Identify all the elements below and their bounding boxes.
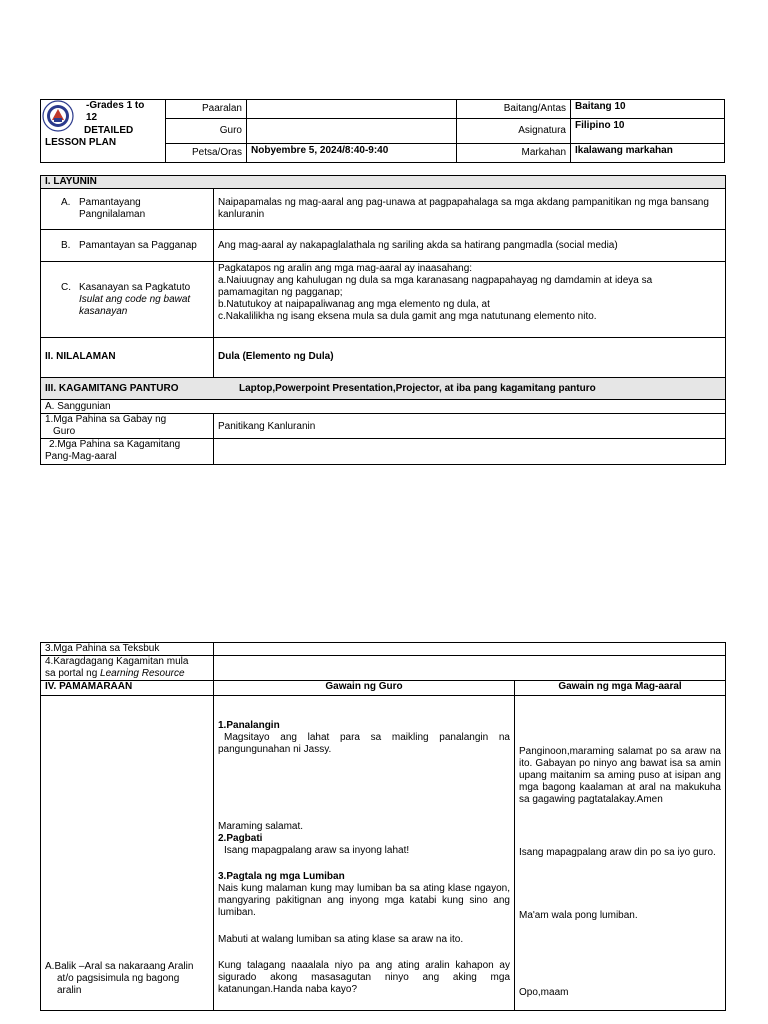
pagtala-block bbox=[218, 871, 510, 919]
layunin-b-content: Ang mag-aaral ay nakapaglalathala ng sariling akda sa hatirang pangmadla (social media) bbox=[213, 229, 726, 262]
detailed-text: DETAILED bbox=[84, 125, 134, 136]
teksbuk-value bbox=[213, 642, 726, 656]
markahan-label: Markahan bbox=[456, 143, 571, 163]
asignatura-value: Filipino 10 bbox=[570, 118, 725, 144]
teksbuk-label: 3.Mga Pahina sa Teksbuk bbox=[40, 642, 214, 656]
guro-value bbox=[246, 118, 457, 144]
sanggunian-row: A. Sanggunian bbox=[40, 399, 726, 414]
student-opo: Opo,maam bbox=[519, 987, 569, 998]
kagamitan-row bbox=[40, 377, 726, 400]
student-lumiban: Ma'am wala pong lumiban. bbox=[519, 910, 638, 921]
layunin-c-content: Pagkatapos ng aralin ang mga mag-aaral ay inaasahang: a.Naiuugnay ang kahulugan ng dula sa mga karanasang nagpapahayag ng damdamin at ideya sa pamamagitan ng pagganap; b.Natutukoy at naipapaliwanag ang mga elemento ng dula, at c.Nakalilikha ng isang eksena mula sa dula gamit ang mga natutunang elemento nito. bbox=[213, 261, 726, 338]
gabay-guro-label: 1.Mga Pahina sa Gabay ng Guro bbox=[40, 413, 214, 439]
gawain-magaaral-header: Gawain ng mga Mag-aaral bbox=[514, 680, 726, 696]
balik-aral-label: A.Balik –Aral sa nakaraang Aralin at/o pagsisimula ng bagong aralin bbox=[45, 961, 194, 996]
pagbati-title: 2.Pagbati bbox=[218, 833, 263, 844]
layunin-a-letter: A. bbox=[61, 197, 71, 208]
lesson-plan-text: LESSON PLAN bbox=[45, 137, 117, 148]
pagbati-block bbox=[218, 821, 510, 857]
nilalaman-content: Dula (Elemento ng Dula) bbox=[213, 337, 726, 378]
panalangin-text: Magsitayo ang lahat para sa maikling panalangin na pangungunahan ni Jassy. bbox=[218, 732, 510, 755]
markahan-value: Ikalawang markahan bbox=[570, 143, 725, 163]
karagdagang-value bbox=[213, 655, 726, 681]
karagdagang-label: 4.Karagdagang Kagamitan mula sa portal ng Learning Resource bbox=[40, 655, 214, 681]
baitang-value: Baitang 10 bbox=[570, 99, 725, 119]
gabay-guro-value: Panitikang Kanluranin bbox=[213, 413, 726, 439]
layunin-b-letter: B. bbox=[61, 240, 71, 251]
layunin-a-label: Pamantayang Pangnilalaman bbox=[79, 197, 146, 220]
panalangin-title: 1.Panalangin bbox=[218, 720, 280, 731]
student-pagbati: Isang mapagpalang araw din po sa iyo guro. bbox=[519, 847, 716, 858]
gawain-magaaral-cell bbox=[514, 695, 726, 1011]
panalangin-block bbox=[218, 720, 510, 756]
kagamitan-heading: III. KAGAMITANG PANTURO bbox=[45, 383, 179, 394]
kagamitang-magaaral-value bbox=[213, 438, 726, 465]
asignatura-label: Asignatura bbox=[456, 118, 571, 144]
baitang-label: Baitang/Antas bbox=[456, 99, 571, 119]
paaralan-label: Paaralan bbox=[165, 99, 247, 119]
student-panalangin: Panginoon,maraming salamat po sa araw na ito. Gabayan po ninyo ang bawat isa sa amin upang maitanim sa aming puso at isipan ang mga bagong kaalaman at aral na makukuha sa gagawing pagtatalakay.Amen bbox=[519, 746, 721, 805]
guro-label: Guro bbox=[165, 118, 247, 144]
mabuti-text: Mabuti at walang lumiban sa ating klase sa araw na ito. bbox=[218, 934, 464, 945]
maraming-salamat: Maraming salamat. bbox=[218, 821, 304, 832]
layunin-b-label: Pamantayan sa Pagganap bbox=[79, 240, 197, 251]
layunin-b-label-cell bbox=[40, 229, 214, 262]
layunin-c-label-cell bbox=[40, 261, 214, 338]
kagamitang-magaaral-label: 2.Mga Pahina sa Kagamitang Pang-Mag-aaral bbox=[40, 438, 214, 465]
pagtala-text: Nais kung malaman kung may lumiban ba sa ating klase ngayon, mangyaring pakitignan ang inyong mga katabi kung sino ang lumiban. bbox=[218, 883, 510, 918]
layunin-heading: I. LAYUNIN bbox=[40, 175, 726, 189]
pagtala-title: 3.Pagtala ng mga Lumiban bbox=[218, 871, 345, 882]
petsa-label: Petsa/Oras bbox=[165, 143, 247, 163]
grades-text: -Grades 1 to 12 bbox=[86, 100, 145, 123]
paaralan-value bbox=[246, 99, 457, 119]
petsa-value: Nobyembre 5, 2024/8:40-9:40 bbox=[246, 143, 457, 163]
layunin-c-letter: C. bbox=[61, 282, 71, 293]
deped-seal-icon bbox=[42, 100, 74, 132]
gawain-guro-header: Gawain ng Guro bbox=[213, 680, 515, 696]
pagbati-text: Isang mapagpalang araw sa inyong lahat! bbox=[224, 845, 410, 856]
pamamaraan-heading: IV. PAMAMARAAN bbox=[40, 680, 214, 696]
layunin-a-content: Naipapamalas ng mag-aaral ang pag-unawa at pagpapahalaga sa mga akdang pampanitikan ng mga bansang kanluranin bbox=[213, 188, 726, 230]
layunin-a-label-cell bbox=[40, 188, 214, 230]
nilalaman-heading: II. NILALAMAN bbox=[40, 337, 214, 378]
kagamitan-content: Laptop,Powerpoint Presentation,Projector, at iba pang kagamitang panturo bbox=[239, 383, 596, 394]
kung-text: Kung talagang naaalala niyo pa ang ating aralin kahapon ay sigurado akong masasagutan ninyo ang aking mga katanungan.Handa naba kayo? bbox=[218, 960, 510, 995]
layunin-c-label: Kasanayan sa Pagkatuto Isulat ang code ng bawat kasanayan bbox=[79, 282, 191, 317]
pamamaraan-label-cell bbox=[40, 695, 214, 1011]
gawain-guro-cell bbox=[213, 695, 515, 1011]
